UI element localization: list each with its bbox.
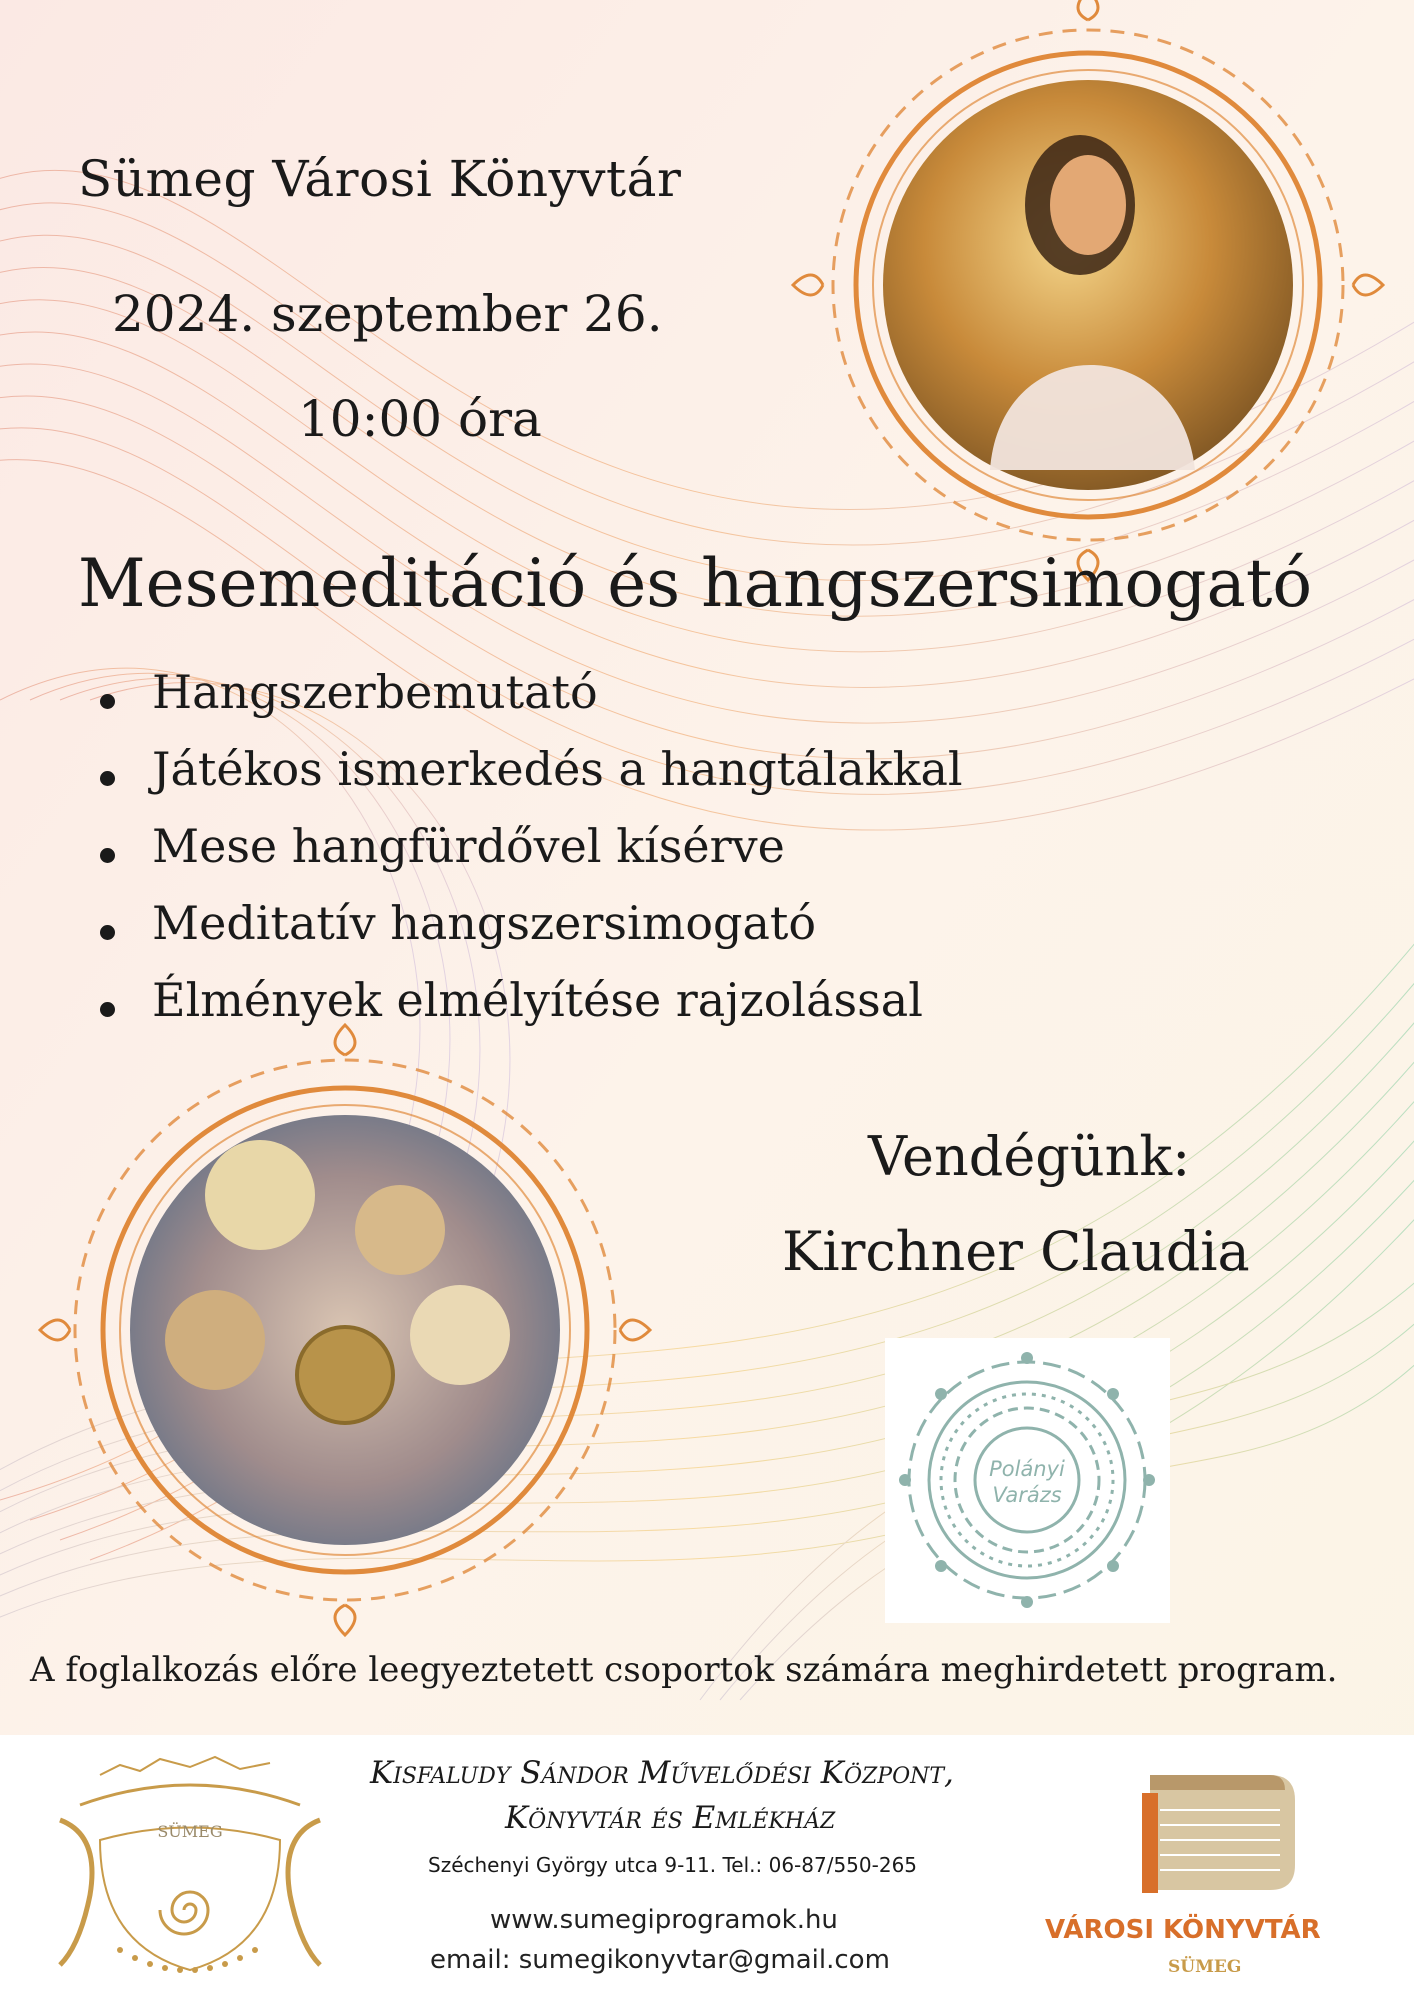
photo-children-singing-bowl: [130, 1115, 560, 1545]
list-item: Hangszerbemutató: [96, 665, 963, 742]
guest-name: Kirchner Claudia: [782, 1220, 1250, 1283]
website-link[interactable]: www.sumegiprogramok.hu: [490, 1905, 838, 1935]
guest-label: Vendégünk:: [868, 1125, 1191, 1188]
program-list: [96, 665, 963, 1050]
event-date: 2024. szeptember 26.: [112, 285, 663, 343]
library-town: SÜMEG: [1168, 1957, 1242, 1977]
program-note: A foglalkozás előre leegyeztetett csoportok számára meghirdetett program.: [30, 1650, 1338, 1690]
photo-musician: [883, 80, 1293, 490]
address: Széchenyi György utca 9-11. Tel.: 06-87/550-265: [428, 1853, 918, 1877]
venue-title: Sümeg Városi Könyvtár: [78, 150, 682, 208]
list-item: Mese hangfürdővel kísérve: [96, 819, 963, 896]
library-name: VÁROSI KÖNYVTÁR: [1045, 1915, 1321, 1945]
library-book-icon: [1120, 1755, 1310, 1905]
event-time: 10:00 óra: [298, 390, 542, 448]
polanyi-varazs-logo: [885, 1338, 1170, 1623]
sumeg-logo-text: SÜMEG: [157, 1822, 223, 1841]
list-item: Élmények elmélyítése rajzolással: [96, 973, 963, 1050]
org-name-line1: Kisfaludy Sándor Művelődési Központ,: [370, 1755, 954, 1791]
logo-text-line1: Polányi: [989, 1457, 1065, 1481]
event-title: Mesemeditáció és hangszersimogató: [78, 545, 1313, 622]
sumeg-logo: [40, 1745, 340, 1990]
org-name-line2: Könyvtár és Emlékház: [505, 1800, 836, 1836]
email-link[interactable]: email: sumegikonyvtar@gmail.com: [430, 1945, 890, 1975]
list-item: Meditatív hangszersimogató: [96, 896, 963, 973]
list-item: Játékos ismerkedés a hangtálakkal: [96, 742, 963, 819]
logo-text-line2: Varázs: [992, 1483, 1062, 1507]
